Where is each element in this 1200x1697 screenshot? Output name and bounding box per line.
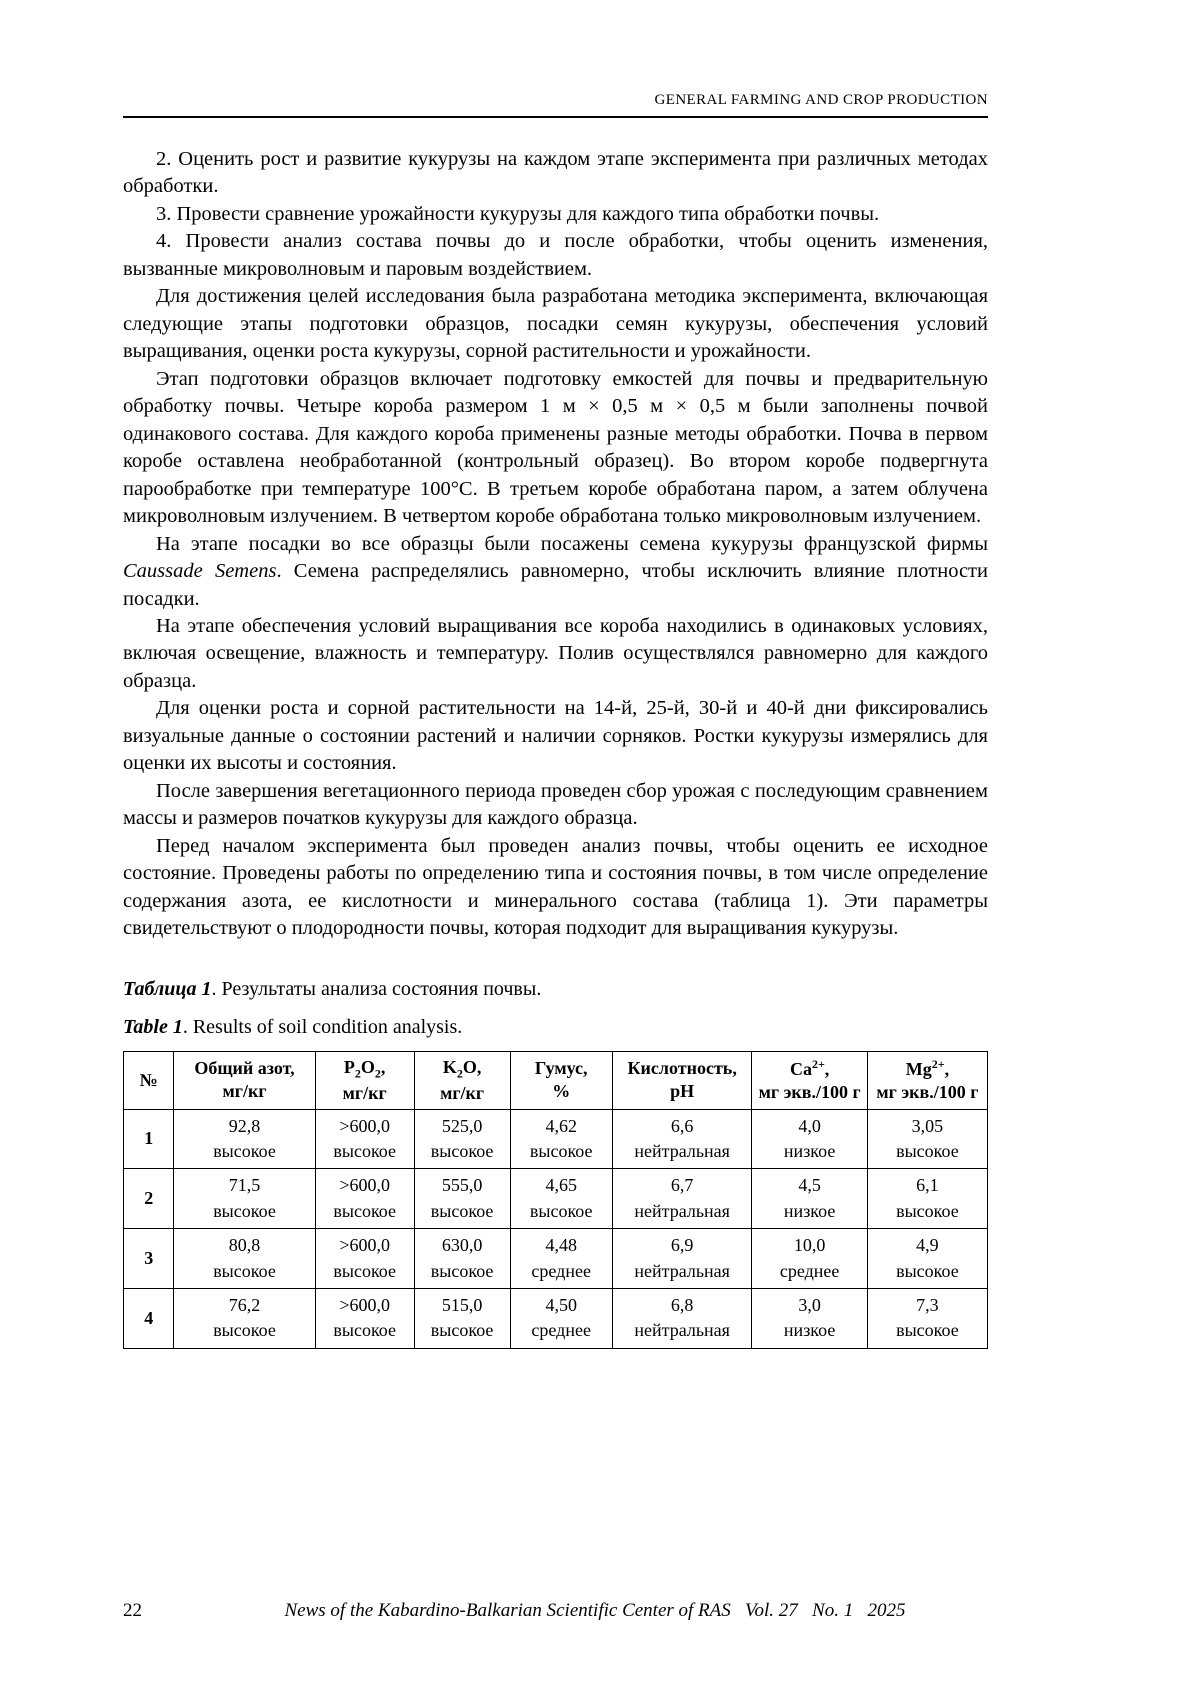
page-footer <box>123 1600 988 1622</box>
cell-value: 3,0 <box>798 1294 821 1315</box>
cell-value: 555,0 <box>441 1175 483 1196</box>
cell-qualifier: высокое <box>896 1140 959 1161</box>
table-cell <box>510 1109 612 1169</box>
row-number-cell: 1 <box>124 1109 174 1169</box>
text-run: Caussade Semens <box>123 560 277 583</box>
cell-value: 6,6 <box>670 1115 694 1136</box>
cell-qualifier: высокое <box>213 1320 276 1341</box>
paragraph <box>123 283 988 365</box>
cell-qualifier: высокое <box>430 1200 494 1221</box>
cell-value: 71,5 <box>228 1175 261 1196</box>
cell-qualifier: высокое <box>430 1140 494 1161</box>
cell-qualifier: нейтральная <box>634 1260 730 1281</box>
text-run: После завершения вегетационного периода проведен сбор урожая с последующим сравнением массы и размеров початков кукурузы для каждого образца. <box>123 779 988 830</box>
text-run: Этап подготовки образцов включает подготовку емкостей для почвы и предварительную обработку почвы. Четыре короба размером 1 м × 0,5 м × 0,5 м были заполнены почвой одинакового состава. Для каждого короба применены разные методы обработки. Почва в первом коробе оставлена необработанной (контрольный образец). Во втором коробе подвергнута парообработке при температуре 100°С. В третьем коробе обработана паром, а затем облучена микроволновым излучением. В четвертом коробе обработана только микроволновым излучением. <box>123 367 988 528</box>
text-run: Для оценки роста и сорной растительности на 14-й, 25-й, 30-й и 40-й дни фиксировались визуальные данные о состоянии растений и наличии сорняков. Ростки кукурузы измерялись для оценки их высоты и состояния. <box>123 697 988 775</box>
table-cell <box>315 1229 414 1289</box>
cell-qualifier: высокое <box>529 1200 593 1221</box>
paragraph <box>123 366 988 531</box>
cell-qualifier: низкое <box>783 1140 836 1161</box>
cell-value: 6,7 <box>670 1175 694 1196</box>
cell-qualifier: высокое <box>896 1260 959 1281</box>
table-cell <box>510 1169 612 1229</box>
text-run: На этапе посадки во все образцы были посажены семена кукурузы французской фирмы <box>156 532 988 555</box>
header-line1: Гумус, <box>534 1058 588 1079</box>
header-line2: pH <box>670 1081 695 1102</box>
cell-value: 4,9 <box>916 1235 939 1256</box>
table-cell <box>867 1288 987 1348</box>
row-number-cell: 2 <box>124 1169 174 1229</box>
cell-value: 6,9 <box>670 1235 694 1256</box>
table-cell <box>174 1169 315 1229</box>
cell-value: >600,0 <box>339 1175 390 1196</box>
text-run: 2. Оценить рост и развитие кукурузы на каждом этапе эксперимента при различных методах обработки. <box>123 148 988 198</box>
text-run: . Семена распределялись равномерно, чтобы исключить влияние плотности посадки. <box>123 560 988 610</box>
cell-qualifier: высокое <box>213 1140 276 1161</box>
table-cell <box>174 1229 315 1289</box>
cell-value: 4,50 <box>545 1294 577 1315</box>
table-cell <box>752 1109 867 1169</box>
table-cell <box>867 1169 987 1229</box>
header-cell <box>124 1051 174 1109</box>
page-number: 22 <box>123 1600 142 1621</box>
cell-value: 525,0 <box>441 1115 483 1136</box>
text-run: Table 1 <box>123 1015 183 1038</box>
running-header-text: GENERAL FARMING AND CROP PRODUCTION <box>654 92 988 108</box>
table-cell <box>414 1229 510 1289</box>
running-header <box>123 0 988 118</box>
table-cell <box>414 1169 510 1229</box>
header-cell <box>315 1051 414 1109</box>
cell-value: 4,48 <box>545 1235 577 1256</box>
text-run: Перед началом эксперимента был проведен анализ почвы, чтобы оценить ее исходное состояние. Проведены работы по определению типа и состояния почвы, в том числе определение содержания азота, ее кислотности и минерального состава (таблица 1). Эти параметры свидетельствуют о плодородности почвы, которая подходит для выращивания кукурузы. <box>123 834 988 940</box>
cell-qualifier: высокое <box>213 1260 276 1281</box>
header-line1: Кислотность, <box>627 1058 737 1079</box>
header-line1: $Mg^{2+}$, <box>905 1056 950 1079</box>
header-line2: мг/кг <box>440 1082 485 1103</box>
cell-value: 630,0 <box>441 1235 483 1256</box>
cell-qualifier: низкое <box>783 1200 836 1221</box>
cell-qualifier: высокое <box>896 1320 959 1341</box>
cell-qualifier: высокое <box>213 1200 276 1221</box>
header-cell <box>612 1051 752 1109</box>
header-line2: мг экв./100 г <box>758 1081 861 1102</box>
paragraph <box>123 146 988 201</box>
article-body <box>123 146 988 943</box>
table-cell <box>612 1288 752 1348</box>
cell-value: 4,62 <box>545 1115 577 1136</box>
header-line1: № <box>139 1069 158 1090</box>
journal-footer-line: News of the Kabardino-Balkarian Scientific Center of RAS Vol. 27 No. 1 2025 <box>284 1600 906 1621</box>
text-run: 3. Провести сравнение урожайности кукурузы для каждого типа обработки почвы. <box>156 202 880 225</box>
cell-value: 7,3 <box>916 1294 939 1315</box>
table-cell <box>612 1169 752 1229</box>
header-cell <box>510 1051 612 1109</box>
table-cell <box>315 1109 414 1169</box>
header-line1: $P_2O_2$, <box>343 1056 386 1081</box>
table-cell <box>867 1109 987 1169</box>
table-cell <box>612 1109 752 1169</box>
table-row <box>124 1109 988 1169</box>
cell-qualifier: высокое <box>333 1140 396 1161</box>
cell-qualifier: низкое <box>783 1320 836 1341</box>
cell-value: >600,0 <box>339 1115 390 1136</box>
cell-qualifier: среднее <box>531 1260 591 1281</box>
table-row <box>124 1229 988 1289</box>
header-line2: мг экв./100 г <box>876 1081 979 1102</box>
cell-qualifier: высокое <box>896 1200 959 1221</box>
cell-qualifier: нейтральная <box>634 1140 730 1161</box>
paragraph <box>123 613 988 695</box>
cell-qualifier: среднее <box>531 1320 591 1341</box>
table-captions <box>123 975 988 1041</box>
header-line2: % <box>552 1081 571 1102</box>
cell-value: >600,0 <box>339 1235 390 1256</box>
row-number-cell: 3 <box>124 1229 174 1289</box>
table-cell <box>315 1169 414 1229</box>
header-line1: Общий азот, <box>194 1058 295 1079</box>
paragraph <box>123 531 988 613</box>
cell-value: 3,05 <box>911 1115 944 1136</box>
text-run: На этапе обеспечения условий выращивания все короба находились в одинаковых условиях, включая освещение, влажность и температуру. Полив осуществлялся равномерно для каждого образца. <box>123 614 988 692</box>
paragraph <box>123 778 988 833</box>
cell-qualifier: нейтральная <box>634 1200 730 1221</box>
text-run: Для достижения целей исследования была разработана методика эксперимента, включающая следующие этапы подготовки образцов, посадки семян кукурузы, обеспечения условий выращивания, оценки роста кукурузы, сорной растительности и урожайности. <box>123 285 988 363</box>
cell-qualifier: высокое <box>333 1260 396 1281</box>
table-cell <box>414 1109 510 1169</box>
paragraph <box>123 833 988 943</box>
cell-qualifier: среднее <box>779 1260 840 1281</box>
cell-value: 515,0 <box>441 1294 483 1315</box>
cell-value: >600,0 <box>339 1294 390 1315</box>
table-cell <box>612 1229 752 1289</box>
table-row <box>124 1169 988 1229</box>
cell-value: 10,0 <box>793 1235 826 1256</box>
cell-value: 6,1 <box>916 1175 939 1196</box>
text-run: . Results of soil condition analysis. <box>182 1015 463 1038</box>
cell-qualifier: высокое <box>333 1320 396 1341</box>
header-line2: мг/кг <box>222 1081 267 1102</box>
table-cell <box>510 1229 612 1289</box>
table-row <box>124 1288 988 1348</box>
paragraph <box>123 228 988 283</box>
header-cell <box>867 1051 987 1109</box>
table-cell <box>414 1288 510 1348</box>
row-number-cell: 4 <box>124 1288 174 1348</box>
text-run: Таблица 1 <box>123 977 212 1000</box>
cell-value: 4,5 <box>798 1175 821 1196</box>
header-line2: мг/кг <box>342 1082 387 1103</box>
cell-qualifier: высокое <box>529 1140 593 1161</box>
header-cell <box>174 1051 315 1109</box>
table-cell <box>752 1169 867 1229</box>
paragraph <box>123 695 988 777</box>
table-caption-en <box>123 1013 988 1041</box>
header-cell <box>752 1051 867 1109</box>
cell-value: 92,8 <box>228 1115 261 1136</box>
table-cell <box>174 1109 315 1169</box>
cell-qualifier: высокое <box>430 1320 494 1341</box>
table-caption-ru <box>123 975 988 1003</box>
table-cell <box>510 1288 612 1348</box>
cell-value: 76,2 <box>228 1294 261 1315</box>
text-run: . Результаты анализа состояния почвы. <box>211 977 542 1000</box>
cell-value: 80,8 <box>228 1235 261 1256</box>
cell-qualifier: нейтральная <box>634 1320 730 1341</box>
table-cell <box>752 1229 867 1289</box>
document-page <box>123 0 988 1697</box>
table-header-row <box>124 1051 988 1109</box>
header-line1: $Ca^{2+}$, <box>789 1056 830 1079</box>
cell-qualifier: высокое <box>333 1200 396 1221</box>
table-cell <box>315 1288 414 1348</box>
table-cell <box>174 1288 315 1348</box>
cell-value: 4,65 <box>545 1175 577 1196</box>
cell-value: 4,0 <box>798 1115 821 1136</box>
table-cell <box>752 1288 867 1348</box>
table-cell <box>867 1229 987 1289</box>
cell-qualifier: высокое <box>430 1260 494 1281</box>
header-cell <box>414 1051 510 1109</box>
cell-value: 6,8 <box>670 1294 694 1315</box>
soil-analysis-table <box>123 1051 988 1349</box>
paragraph <box>123 201 988 228</box>
text-run: 4. Провести анализ состава почвы до и после обработки, чтобы оценить изменения, вызванные микроволновым и паровым воздействием. <box>123 230 988 280</box>
header-line1: $K_2O$, <box>442 1056 482 1081</box>
